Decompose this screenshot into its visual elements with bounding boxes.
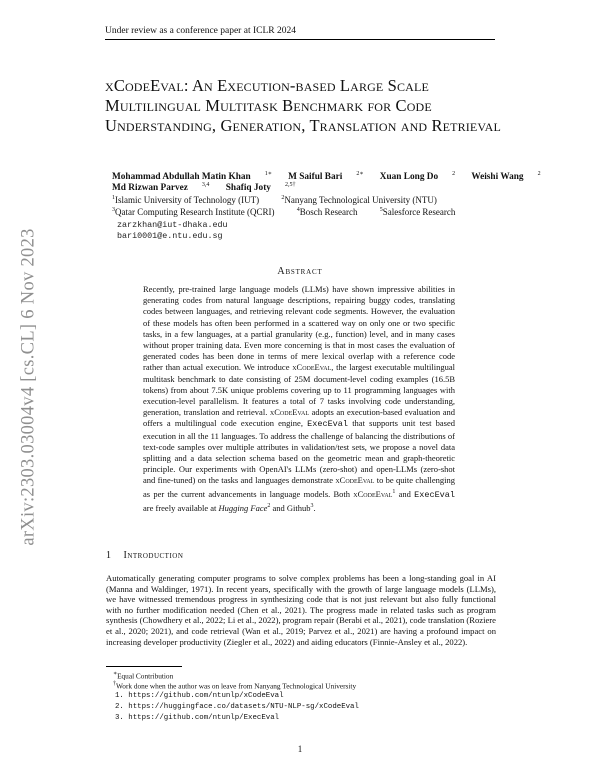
footnote-ref: 2 [267, 502, 271, 509]
footnote-work-done: †Work done when the author was on leave from Nanyang Technological University [113, 681, 357, 691]
footnote-link[interactable]: 1. https://github.com/ntunlp/xCodeEval [115, 692, 284, 700]
affiliation: $^5$Salesforce Research [379, 207, 456, 217]
footnote-link[interactable]: 3. https://github.com/ntunlp/ExecEval [115, 714, 280, 722]
exec-engine-name: ExecEval [414, 489, 455, 500]
running-header: Under review as a conference paper at ICLR 2024 [105, 26, 296, 36]
affiliation: $^1$Islamic University of Technology (IUT) [112, 195, 260, 205]
exec-engine-name: ExecEval [307, 419, 348, 430]
affiliations-line-1 [112, 195, 457, 205]
abstract-body: Recently, pre-trained large language models (LLMs) have shown impressive abilities in generating codes from natural language descriptions, repairing buggy codes, translating codes between languages, and retrieving relevant code segments. However, the evaluation of these models has often been performed in a scattered way on only one or two specific tasks, in a few languages, at a partial granularity (e.g., function) level, and in many cases without proper training data. Even more concerning is that in most cases the evaluation of generated codes has been done in terms of mere lexical overlap with a reference code rather than actual execution. We introduce xCodeEval, the largest executable multilingual multitask benchmark to date consisting of 25M document-level coding examples (16.5B tokens) from about 7.5K unique problems covering up to 11 programming languages with execution-level parallelism. It features a total of 7 tasks involving code understanding, generation, translation and retrieval. xCodeEval adopts an execution-based evaluation and offers a multilingual code execution engine, ExecEval that supports unit test based execution in all the 11 languages. To address the challenge of balancing the distributions of text-code samples over multiple attributes in validation/test sets, we propose a novel data splitting and a data selection schema based on the geometric mean and graph-theoretic principle. Our experiments with OpenAI's LLMs (zero-shot) and open-LLMs (zero-shot and fine-tuned) on the tasks and languages demonstrate xCodeEval to be quite challenging as per the current advancements in language models. Both xCodeEval$^1$ and ExecEval are freely available at Hugging Face$^2$ and Github$^3$. [143, 284, 455, 513]
paper-title [105, 76, 505, 136]
introduction-paragraph: Automatically generating computer programs to solve complex problems has been a long-standing goal in AI (Manna and Waldinger, 1971). In recent years, specifically with the growth of large language models (LLMs), we have witnessed tremendous progress in synthesizing code that is not just relevant but also fully functional with no further modification needed (Chen et al., 2021). The progress made in related tasks such as program synthesis (Chowdhery et al., 2022; Li et al., 2022), program repair (Berabi et al., 2021), code translation (Roziere et al., 2020; 2021), and code retrieval (Wan et al., 2019; Parvez et al., 2021) are having a profound impact on increasing developer productivity (Ziegler et al., 2022) and aiding educators (Finnie-Ansley et al., 2022). [106, 573, 496, 647]
author: M Saiful Bari $^{2∗}$ [288, 171, 364, 183]
footnote-equal-contribution: ∗Equal Contribution [113, 671, 174, 681]
affiliations-line-2 [112, 207, 475, 217]
affiliation: $^3$Qatar Computing Research Institute (QCRI) [112, 207, 275, 217]
header-rule [105, 39, 495, 40]
title-rest: : An Execution-based Large Scale Multilingual Multitask Benchmark for Code Understanding, Generation, Translation and Retrieval [105, 76, 501, 135]
hugging-face-link[interactable]: Hugging Face [218, 502, 268, 513]
section-heading: 1 Introduction [106, 550, 184, 561]
author: Mohammad Abdullah Matin Khan $^{1∗}$ [112, 171, 272, 183]
email-2[interactable]: bari0001@e.ntu.edu.sg [117, 231, 223, 241]
abstract-heading: Abstract [277, 266, 323, 277]
title-benchmark-name: xCodeEval [105, 76, 184, 95]
footnote-link[interactable]: 2. https://huggingface.co/datasets/NTU-NLP-sg/xCodeEval [115, 703, 359, 711]
footnote-ref: 1 [392, 488, 396, 495]
email-1[interactable]: zarzkhan@iut-dhaka.edu [117, 220, 228, 230]
page-number: 1 [297, 744, 303, 754]
footnote-ref: 3 [310, 502, 314, 509]
author-line-1 [112, 170, 555, 182]
benchmark-name: xCodeEval [353, 488, 393, 499]
footnote-rule [106, 666, 182, 667]
benchmark-name: xCodeEval [335, 475, 375, 486]
affiliation: $^4$Bosch Research [296, 207, 358, 217]
benchmark-name: xCodeEval [292, 362, 332, 373]
author: Weishi Wang $^2$ [471, 171, 541, 183]
author: Xuan Long Do $^2$ [379, 171, 456, 183]
author: Shafiq Joty $^{2,5\dagger}$ [225, 182, 296, 194]
affiliation: $^2$Nanyang Technological University (NTU) [281, 195, 437, 205]
benchmark-name: xCodeEval [269, 407, 309, 418]
author: Md Rizwan Parvez $^{3,4}$ [112, 182, 210, 194]
author-line-2 [112, 182, 309, 193]
